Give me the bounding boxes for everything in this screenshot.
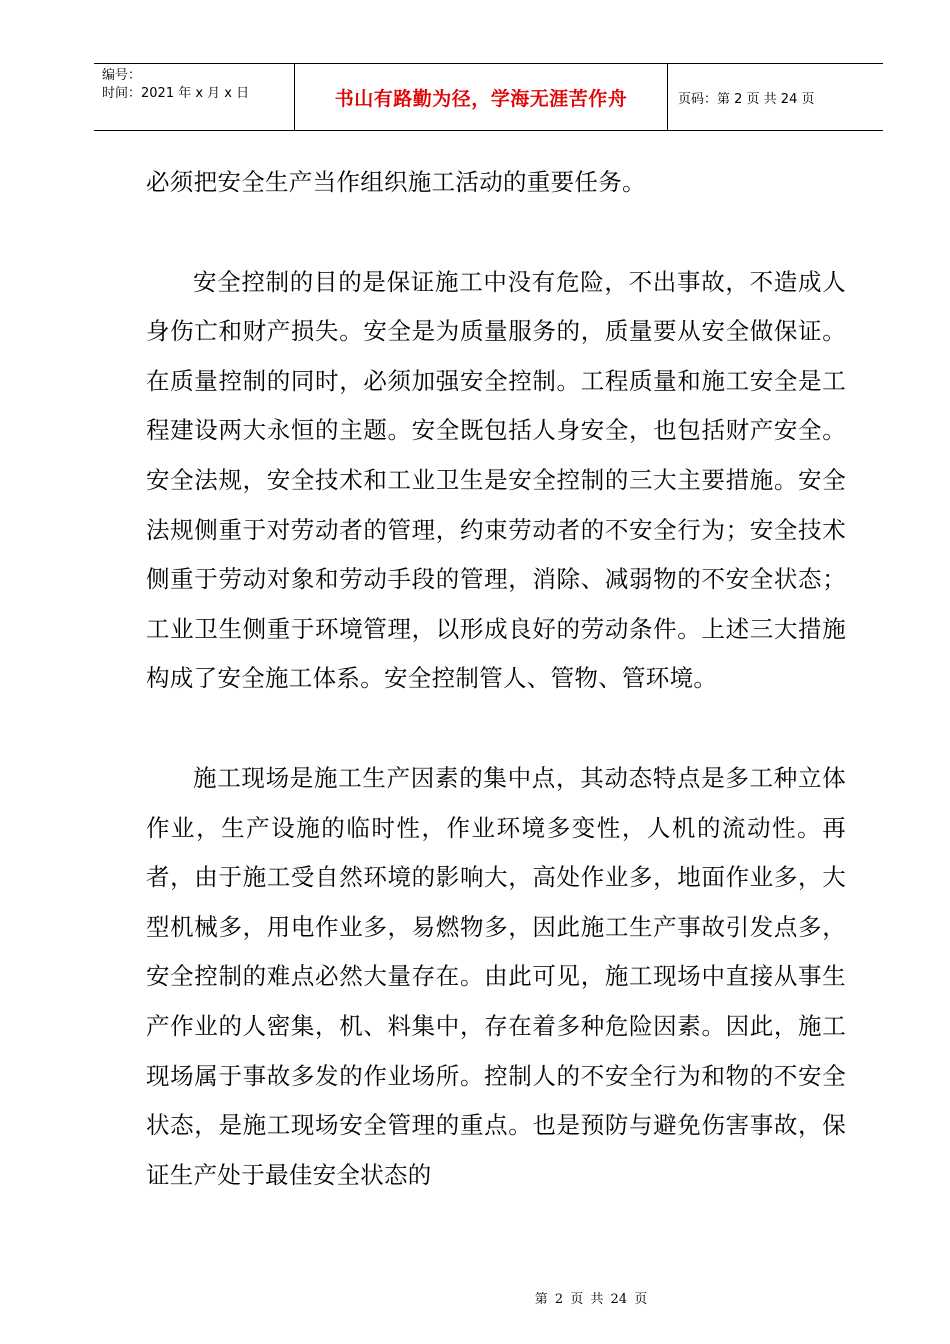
paragraph-safety-control: 安全控制的目的是保证施工中没有危险，不出事故，不造成人身伤亡和财产损失。安全是为质量服务的，质量要从安全做保证。在质量控制的同时，必须加强安全控制。工程质量和施工安全是工程建设两大永恒的主题。安全既包括人身安全，也包括财产安全。安全法规，安全技术和工业卫生是安全控制的三大主要措施。安全法规侧重于对劳动者的管理，约束劳动者的不安全行为；安全技术侧重于劳动对象和劳动手段的管理，消除、减弱物的不安全状态；工业卫生侧重于环境管理，以形成良好的劳动条件。上述三大措施构成了安全施工体系。安全控制管人、管物、管环境。 [146,267,846,693]
header-motto: 书山有路勤为径，学海无涯苦作舟 [295,64,668,130]
paragraph-construction-site: 施工现场是施工生产因素的集中点，其动态特点是多工种立体作业，生产设施的临时性，作业环境多变性，人机的流动性。再者，由于施工受自然环境的影响大，高处作业多，地面作业多，大型机械多，用电作业多，易燃物多，因此施工生产事故引发点多，安全控制的难点必然大量存在。由此可见，施工现场中直接从事生产作业的人密集，机、料集中，存在着多种危险因素。因此，施工现场属于事故多发的作业场所。控制人的不安全行为和物的不安全状态，是施工现场安全管理的重点。也是预防与避免伤害事故，保证生产处于最佳安全状态的 [146,763,846,1189]
page-header [94,63,883,131]
header-meta [94,64,295,130]
document-date-label: 时间：2021 年 x 月 x 日 [102,86,250,101]
page-footer [0,1288,950,1307]
footer-page-number: 第 2 页 共 24 页 [534,1292,648,1307]
document-number-label: 编号： [102,68,142,83]
document-body [146,158,846,1200]
paragraph-continued: 必须把安全生产当作组织施工活动的重要任务。 [146,168,646,196]
header-page-number: 页码：第 2 页 共 24 页 [678,91,815,107]
